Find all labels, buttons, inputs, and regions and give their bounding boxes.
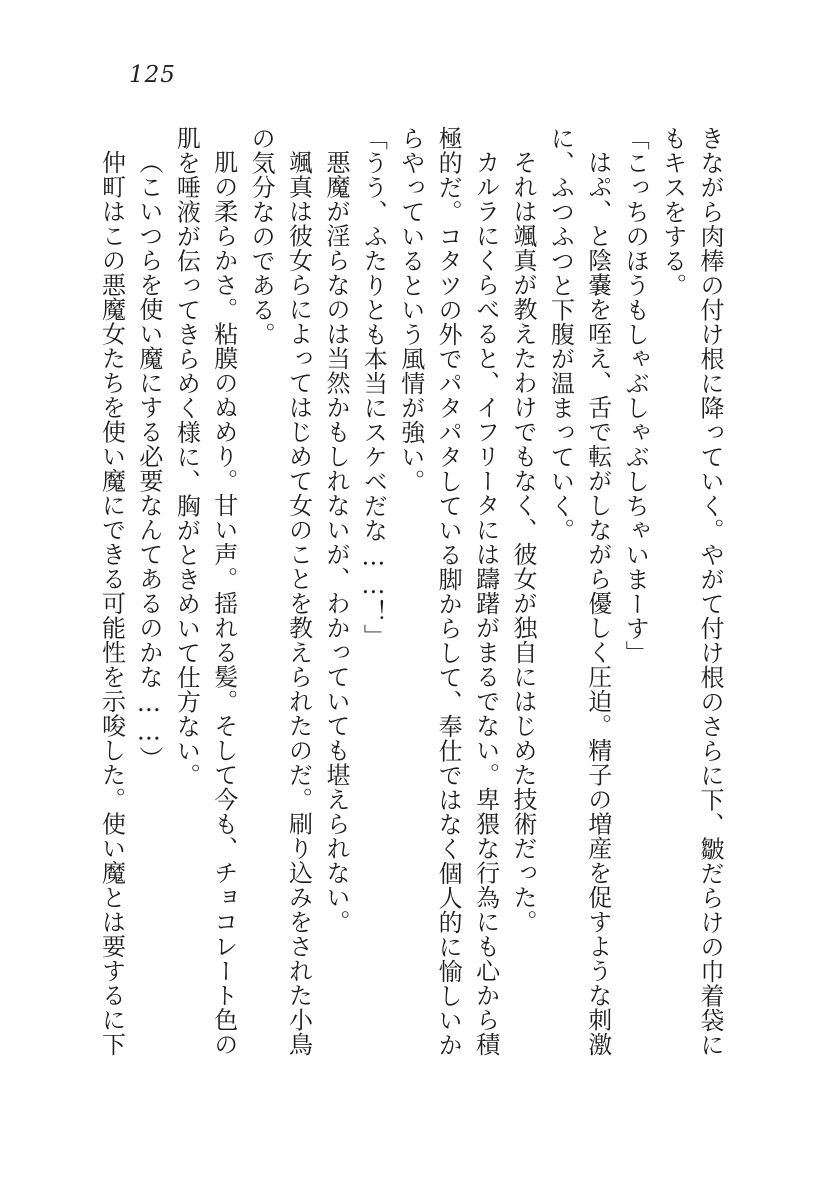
paragraph-5: カルラにくらべると、イフリータには躊躇がまるでない。卑猥な行為にも心から積極的だ。コタツの外でパタパタしている脚からして、奉仕ではなく個人的に愉しいからやっているという風情が強い。 — [396, 126, 500, 1057]
paragraph-3: はぷ、と陰嚢を咥え、舌で転がしながら優しく圧迫。精子の増産を促すような刺激に、ふつふつと下腹が温まっていく。 — [546, 126, 612, 1057]
paragraph-10: （こいつらを使い魔にする必要なんてあるのかな……） — [134, 150, 163, 771]
paragraph-1: きながら肉棒の付け根に降っていく。やがて付け根のさらに下、皺だらけの巾着袋にもキスをする。 — [658, 126, 724, 1057]
paragraph-6: 「うう、ふたりとも本当にスケベだな……！」 — [359, 126, 388, 649]
page-number: 125 — [129, 62, 176, 88]
paragraph-4: それは颯真が教えたわけでもなく、彼女が独自にはじめた技術だった。 — [508, 150, 537, 934]
paragraph-7: 悪魔が淫らなのは当然かもしれないが、わかっていても堪えられない。 — [321, 150, 350, 934]
paragraph-11: 仲町はこの悪魔女たちを使い魔にできる可能性を示唆した。使い魔とは要するに下 — [97, 150, 126, 1057]
paragraph-2: 「こっちのほうもしゃぶしゃぶしちゃいまーす」 — [621, 126, 650, 665]
paragraph-9: 肌の柔らかさ。粘膜のぬめり。甘い声。揺れる髪。そして今も、チョコレート色の肌を唾液が伝ってきらめく様に、胸がときめいて仕方ない。 — [172, 126, 238, 1057]
vertical-text-area — [91, 126, 728, 1062]
paragraph-8: 颯真は彼女らによってはじめて女のことを教えられたのだ。刷り込みをされた小鳥の気分なのである。 — [247, 126, 313, 1057]
